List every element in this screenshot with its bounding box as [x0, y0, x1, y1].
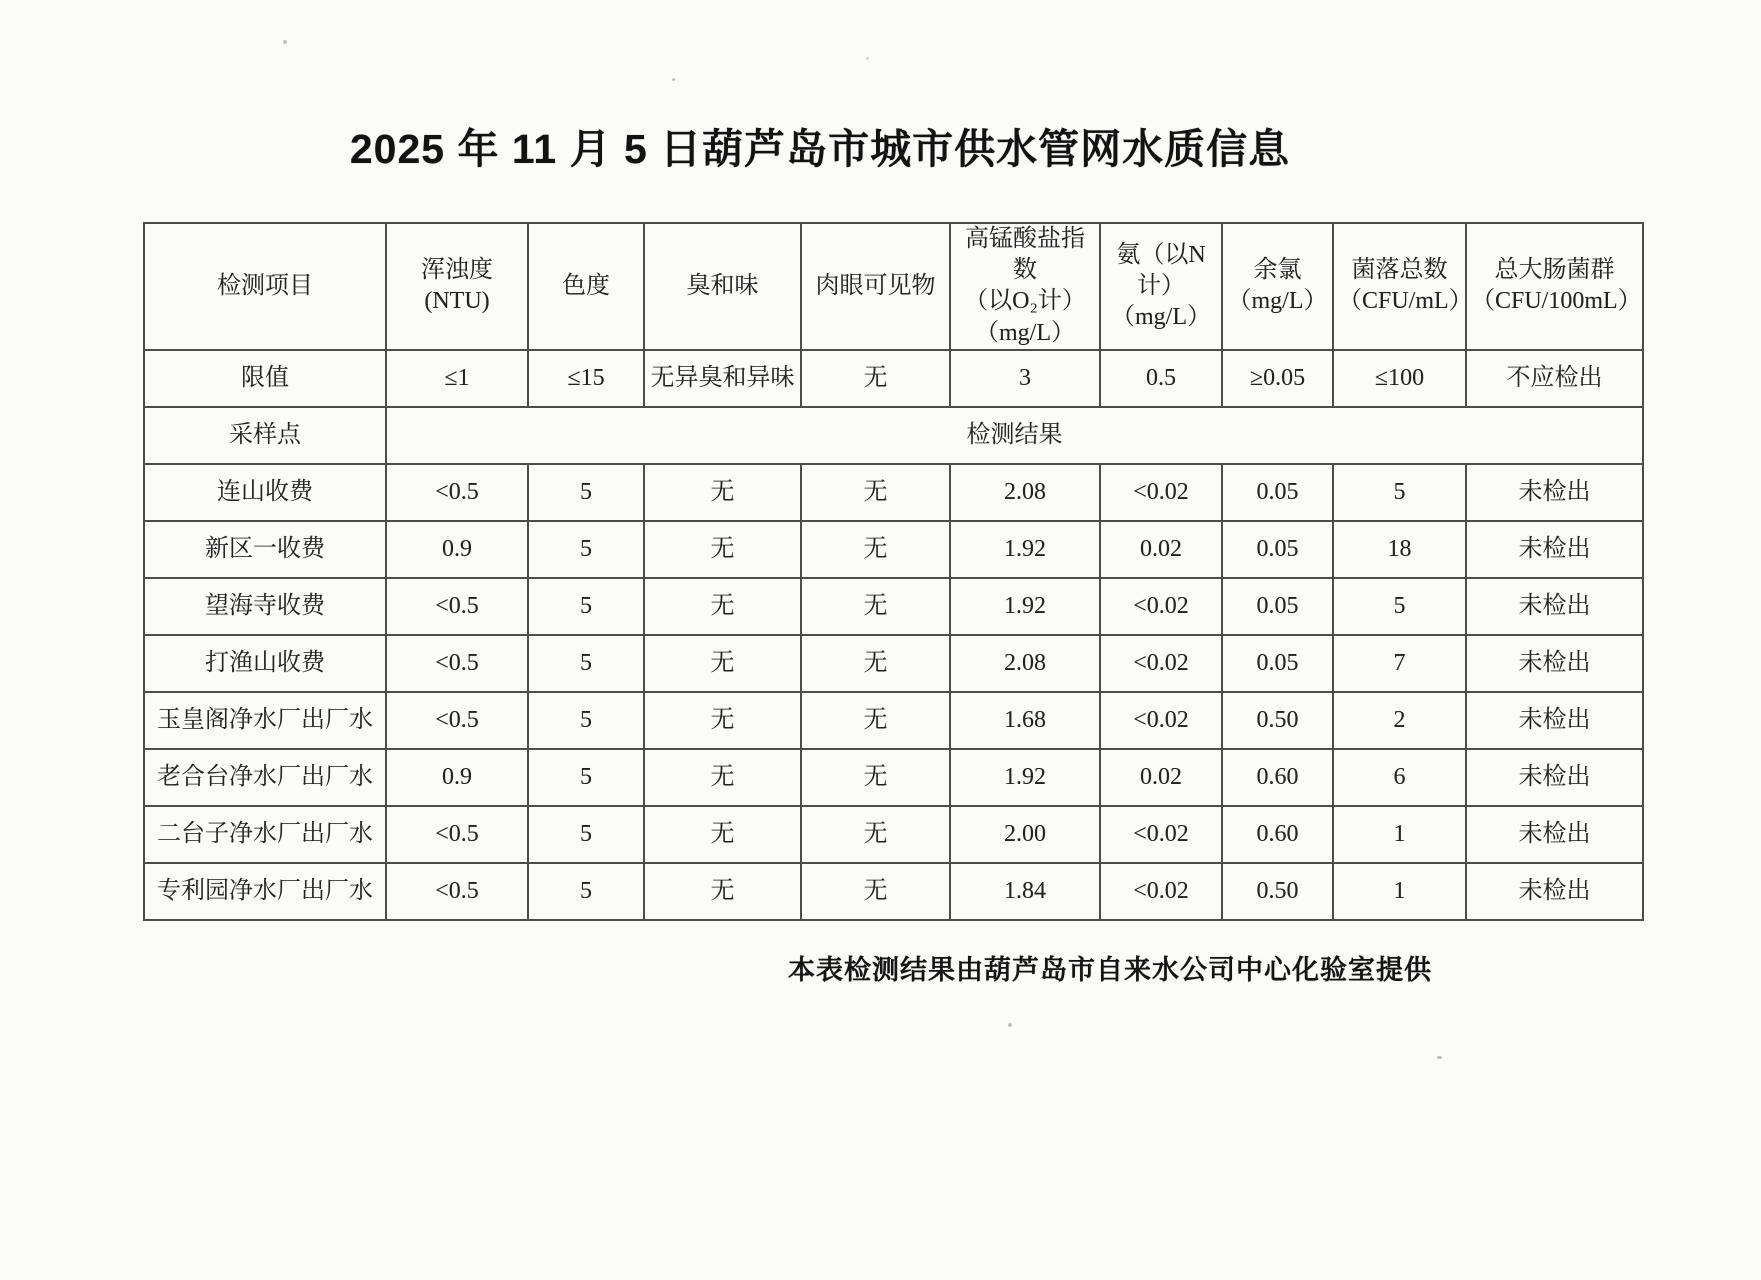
- value-cell: 无: [801, 521, 950, 578]
- value-cell: 0.60: [1222, 749, 1333, 806]
- value-cell: 5: [528, 806, 644, 863]
- value-cell: <0.5: [386, 806, 528, 863]
- value-cell: 1.92: [950, 749, 1100, 806]
- value-cell: 无: [644, 635, 801, 692]
- value-cell: 无: [644, 749, 801, 806]
- sampling-point-label: 采样点: [144, 407, 386, 464]
- value-cell: 无: [801, 635, 950, 692]
- value-cell: 未检出: [1466, 806, 1643, 863]
- column-header-visible: 肉眼可见物: [801, 223, 950, 350]
- value-cell: 0.50: [1222, 692, 1333, 749]
- header-line: （以O₂计）: [964, 288, 1086, 315]
- column-header-color: 色度: [528, 223, 644, 350]
- value-cell: <0.02: [1100, 464, 1222, 521]
- value-cell: 无: [801, 692, 950, 749]
- value-cell: 无: [644, 863, 801, 920]
- column-header-ammonia: [1100, 223, 1222, 350]
- sampling-point-cell: 玉皇阁净水厂出厂水: [144, 692, 386, 749]
- value-cell: 未检出: [1466, 863, 1643, 920]
- column-header-chlorine: [1222, 223, 1333, 350]
- value-cell: 5: [528, 464, 644, 521]
- footer-note: 本表检测结果由葫芦岛市自来水公司中心化验室提供: [788, 955, 1432, 985]
- value-cell: 0.05: [1222, 521, 1333, 578]
- value-cell: 无: [801, 806, 950, 863]
- value-cell: 2.08: [950, 635, 1100, 692]
- limit-cell: ≤1: [386, 350, 528, 407]
- value-cell: 5: [528, 863, 644, 920]
- value-cell: 未检出: [1466, 635, 1643, 692]
- value-cell: <0.5: [386, 464, 528, 521]
- value-cell: 无: [644, 692, 801, 749]
- value-cell: 5: [1333, 578, 1466, 635]
- value-cell: 0.02: [1100, 521, 1222, 578]
- column-header-item: 检测项目: [144, 223, 386, 350]
- value-cell: 1: [1333, 863, 1466, 920]
- value-cell: 1: [1333, 806, 1466, 863]
- value-cell: <0.02: [1100, 863, 1222, 920]
- sampling-header-row: [144, 407, 1643, 464]
- header-line: （CFU/100mL）: [1471, 288, 1642, 315]
- value-cell: 2: [1333, 692, 1466, 749]
- limit-cell: ≤15: [528, 350, 644, 407]
- value-cell: 0.50: [1222, 863, 1333, 920]
- value-cell: 无: [801, 749, 950, 806]
- value-cell: 5: [1333, 464, 1466, 521]
- value-cell: 6: [1333, 749, 1466, 806]
- value-cell: 无: [644, 578, 801, 635]
- sampling-point-cell: 老合台净水厂出厂水: [144, 749, 386, 806]
- table-row: [144, 806, 1643, 863]
- header-line: （mg/L）: [1227, 288, 1328, 315]
- value-cell: 1.92: [950, 521, 1100, 578]
- sampling-point-cell: 二台子净水厂出厂水: [144, 806, 386, 863]
- value-cell: <0.5: [386, 578, 528, 635]
- value-cell: 无: [801, 578, 950, 635]
- column-header-permanganate: [950, 223, 1100, 350]
- table-row: [144, 692, 1643, 749]
- value-cell: 未检出: [1466, 692, 1643, 749]
- column-header-turbidity: 浑浊度(NTU): [386, 223, 528, 350]
- scan-speck: [1437, 1056, 1442, 1059]
- header-line: 氨（以N计）: [1116, 241, 1206, 299]
- value-cell: 5: [528, 692, 644, 749]
- limit-cell: 0.5: [1100, 350, 1222, 407]
- value-cell: 5: [528, 521, 644, 578]
- value-cell: <0.02: [1100, 578, 1222, 635]
- value-cell: 1.68: [950, 692, 1100, 749]
- column-header-colony: [1333, 223, 1473, 350]
- sampling-point-cell: 连山收费: [144, 464, 386, 521]
- value-cell: 1.84: [950, 863, 1100, 920]
- value-cell: 5: [528, 578, 644, 635]
- value-cell: 未检出: [1466, 578, 1643, 635]
- value-cell: <0.02: [1100, 806, 1222, 863]
- table-row: [144, 578, 1643, 635]
- value-cell: 0.9: [386, 749, 528, 806]
- header-line: 余氯: [1253, 257, 1302, 284]
- value-cell: 无: [644, 521, 801, 578]
- value-cell: 0.9: [386, 521, 528, 578]
- sampling-point-cell: 专利园净水厂出厂水: [144, 863, 386, 920]
- value-cell: 2.00: [950, 806, 1100, 863]
- limit-cell: ≤100: [1333, 350, 1466, 407]
- column-header-odor: 臭和味: [644, 223, 801, 350]
- value-cell: 7: [1333, 635, 1466, 692]
- value-cell: 2.08: [950, 464, 1100, 521]
- header-line: 总大肠菌群: [1494, 257, 1615, 284]
- value-cell: 0.05: [1222, 464, 1333, 521]
- limits-row: [144, 350, 1643, 407]
- value-cell: 无: [644, 806, 801, 863]
- scan-speck: [283, 40, 287, 44]
- table-row: [144, 749, 1643, 806]
- limits-label: 限值: [144, 350, 386, 407]
- limit-cell: ≥0.05: [1222, 350, 1333, 407]
- value-cell: 未检出: [1466, 749, 1643, 806]
- limit-cell: 3: [950, 350, 1100, 407]
- value-cell: 0.60: [1222, 806, 1333, 863]
- header-line: 菌落总数: [1351, 257, 1448, 284]
- header-line: 高锰酸盐指数: [965, 226, 1085, 284]
- value-cell: <0.5: [386, 692, 528, 749]
- header-line: （CFU/mL）: [1338, 288, 1473, 315]
- sampling-point-cell: 新区一收费: [144, 521, 386, 578]
- value-cell: 18: [1333, 521, 1466, 578]
- value-cell: 5: [528, 749, 644, 806]
- value-cell: 无: [644, 464, 801, 521]
- limit-cell: 无异臭和异味: [644, 350, 801, 407]
- value-cell: 无: [801, 863, 950, 920]
- value-cell: 0.05: [1222, 635, 1333, 692]
- value-cell: <0.5: [386, 635, 528, 692]
- header-line: （mg/L）: [975, 319, 1075, 346]
- results-merged-cell: 检测结果: [386, 407, 1643, 464]
- value-cell: 5: [528, 635, 644, 692]
- sampling-point-cell: 望海寺收费: [144, 578, 386, 635]
- table-row: [144, 521, 1643, 578]
- table-row: [144, 635, 1643, 692]
- sampling-point-cell: 打渔山收费: [144, 635, 386, 692]
- column-header-coliform: [1466, 223, 1643, 350]
- limit-cell: 不应检出: [1466, 350, 1643, 407]
- value-cell: 无: [801, 464, 950, 521]
- value-cell: <0.02: [1100, 692, 1222, 749]
- value-cell: <0.02: [1100, 635, 1222, 692]
- table-header-row: [144, 223, 1643, 350]
- scan-speck: [866, 57, 869, 60]
- scan-speck: [1008, 1023, 1012, 1027]
- water-quality-table: [143, 222, 1644, 921]
- value-cell: 1.92: [950, 578, 1100, 635]
- scan-speck: [672, 78, 675, 81]
- table-row: [144, 863, 1643, 920]
- value-cell: 0.02: [1100, 749, 1222, 806]
- value-cell: 未检出: [1466, 521, 1643, 578]
- page-title: 2025 年 11 月 5 日葫芦岛市城市供水管网水质信息: [349, 126, 1291, 172]
- limit-cell: 无: [801, 350, 950, 407]
- value-cell: 0.05: [1222, 578, 1333, 635]
- header-line: （mg/L）: [1111, 303, 1211, 330]
- table-row: [144, 464, 1643, 521]
- value-cell: <0.5: [386, 863, 528, 920]
- value-cell: 未检出: [1466, 464, 1643, 521]
